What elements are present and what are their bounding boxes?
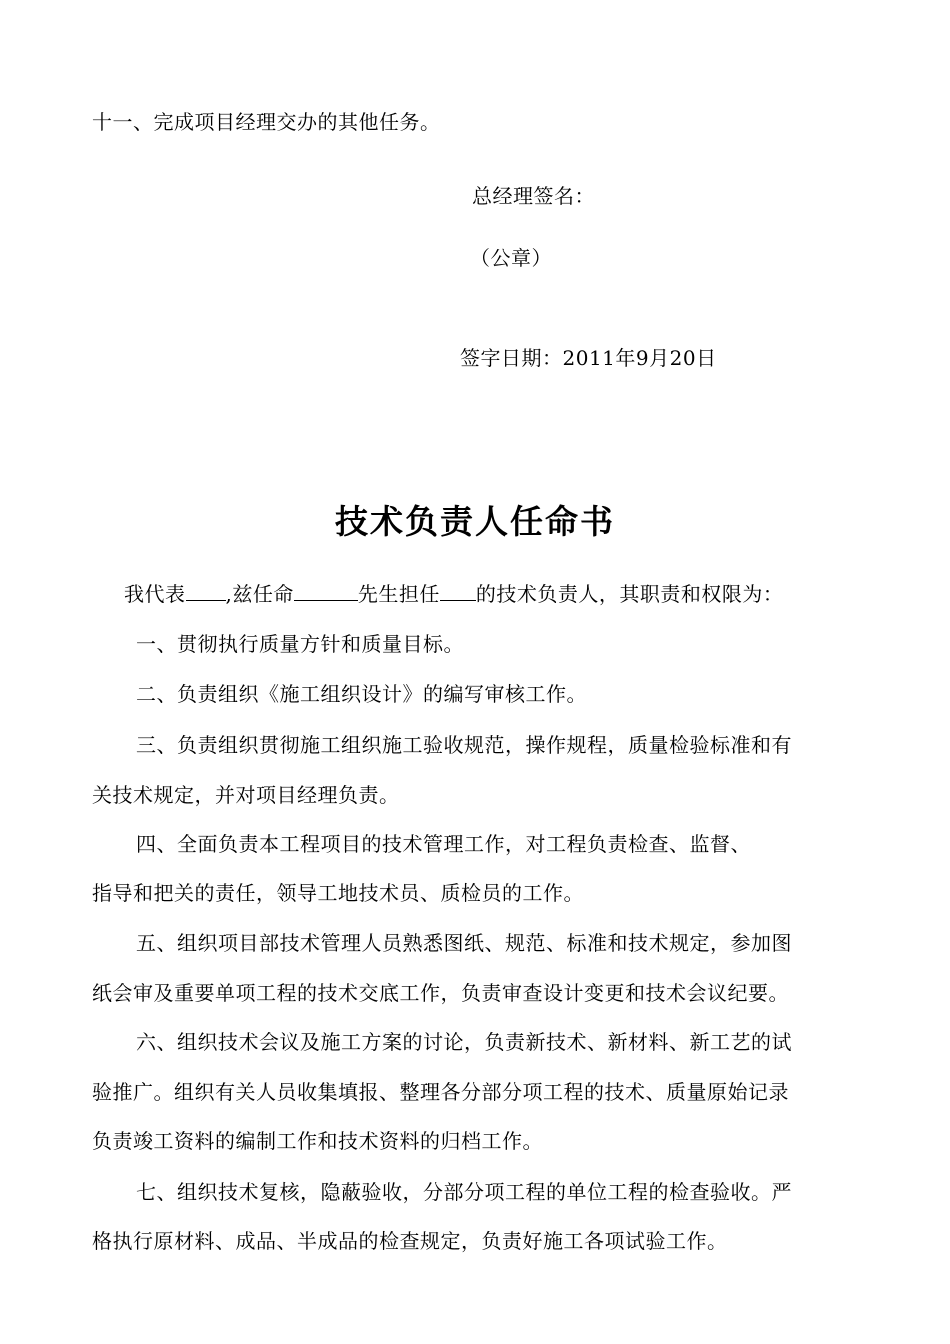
page-title: 技术负责人任命书 [335,502,615,541]
intro-part-3: 先生担任 [357,582,440,606]
intro-part-1: 我代表 [124,582,186,606]
duty-7-line-2: 格执行原材料、成品、半成品的检查规定，负责好施工各项试验工作。 [92,1229,728,1253]
duty-4-line-2: 指导和把关的责任，领导工地技术员、质检员的工作。 [92,881,584,905]
duty-6-line-2: 验推广。组织有关人员收集填报、整理各分部分项工程的技术、质量原始记录 [92,1080,789,1104]
intro-part-2: ,兹任命 [225,582,294,606]
duty-1-line-1: 一、贯彻执行质量方针和质量目标。 [136,632,464,656]
duty-3-line-2: 关技术规定，并对项目经理负责。 [92,783,400,807]
duty-5-line-2: 纸会审及重要单项工程的技术交底工作，负责审查设计变更和技术会议纪要。 [92,981,789,1005]
duty-2-line-1: 二、负责组织《施工组织设计》的编写审核工作。 [136,682,587,706]
duty-4-line-1: 四、全面负责本工程项目的技术管理工作，对工程负责检查、监督、 [136,832,751,856]
seal-label: （公章） [470,246,552,270]
intro-part-4: 的技术负责人，其职责和权限为： [475,582,784,606]
duty-6-line-1: 六、组织技术会议及施工方案的讨论，负责新技术、新材料、新工艺的试 [136,1030,792,1054]
duty-3-line-1: 三、负责组织贯彻施工组织施工验收规范，操作规程，质量检验标准和有 [136,733,792,757]
item-11-text: 十一、完成项目经理交办的其他任务。 [92,110,441,134]
duty-7-line-1: 七、组织技术复核，隐蔽验收，分部分项工程的单位工程的检查验收。严 [136,1180,792,1204]
duty-6-line-3: 负责竣工资料的编制工作和技术资料的归档工作。 [92,1129,543,1153]
duty-5-line-1: 五、组织项目部技术管理人员熟悉图纸、规范、标准和技术规定，参加图 [136,931,792,955]
blank-person-name [294,580,358,601]
blank-company [186,580,226,601]
intro-line [124,580,783,608]
blank-project [440,580,476,601]
gm-signature-label: 总经理签名： [472,184,595,208]
sign-date: 签字日期：2011年9月20日 [460,346,717,370]
